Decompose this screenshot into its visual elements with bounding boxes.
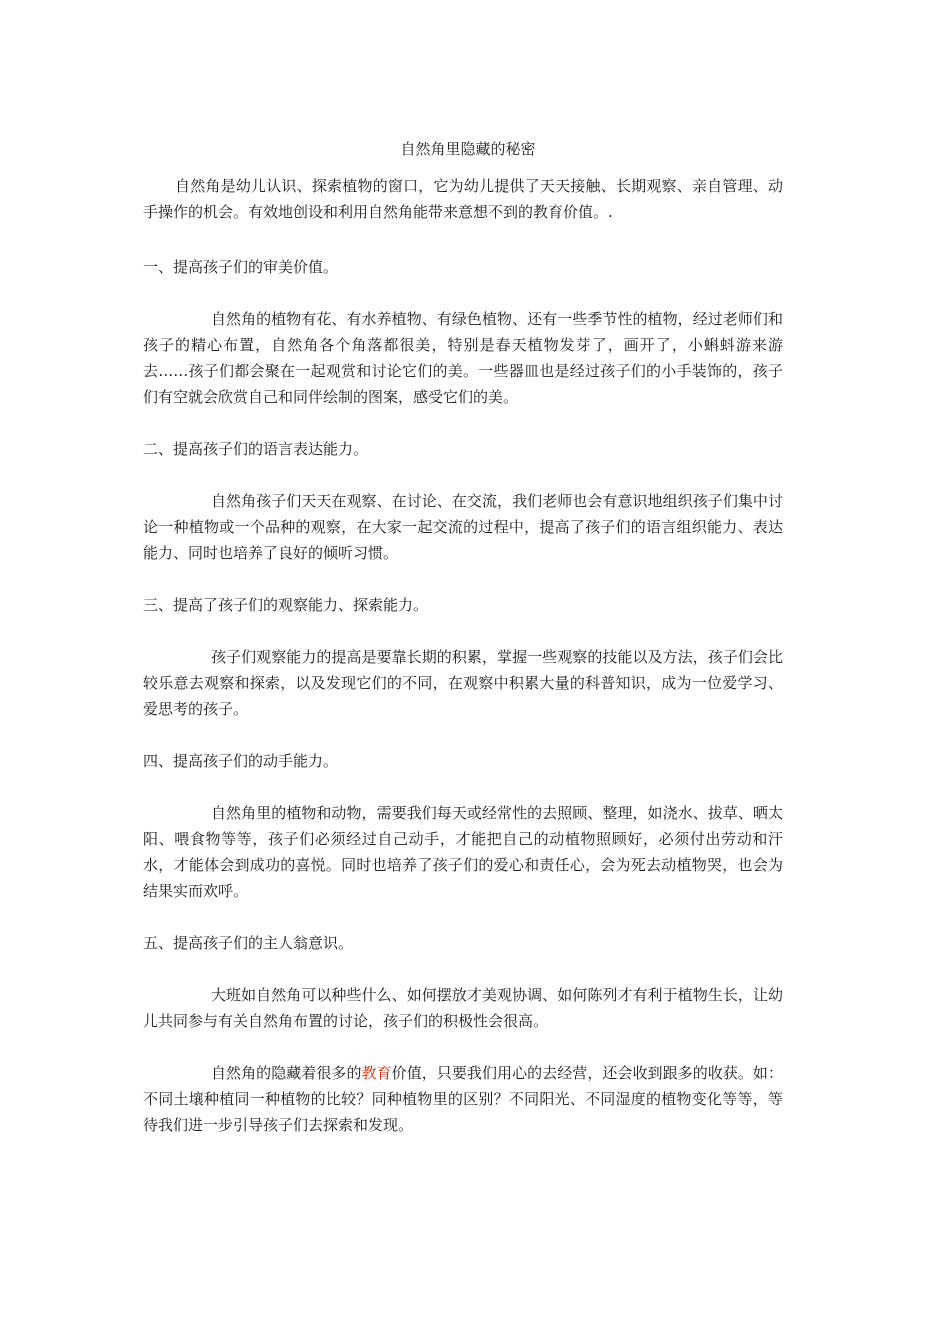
closing-text-before: 自然角的隐藏着很多的 <box>211 1064 362 1082</box>
closing-text-after: 价值，只要我们用心的去经营，还会收到跟多的收获。如：不同土壤种植同一种植物的比较？同种植物里的区别？不同阳光、不同湿度的植物变化等等，等待我们进一步引导孩子们去探索和发现。 <box>143 1064 783 1134</box>
section-4-heading: 四、提高孩子们的动手能力。 <box>143 752 339 770</box>
section-5-body: 大班如自然角可以种些什么、如何摆放才美观协调、如何陈列才有利于植物生长，让幼儿共同参与有关自然角布置的讨论，孩子们的积极性会很高。 <box>143 986 783 1030</box>
section-2-body: 自然角孩子们天天在观察、在讨论、在交流，我们老师也会有意识地组织孩子们集中讨论一种植物或一个品种的观察，在大家一起交流的过程中，提高了孩子们的语言组织能力、表达能力、同时也培养了良好的倾听习惯。 <box>143 492 783 562</box>
section-5-heading: 五、提高孩子们的主人翁意识。 <box>143 934 354 952</box>
highlighted-keyword: 教育 <box>361 1064 392 1082</box>
document-content <box>143 137 783 1164</box>
section-4-body: 自然角里的植物和动物，需要我们每天或经常性的去照顾、整理，如浇水、拔草、晒太阳、喂食物等等，孩子们必须经过自己动手，才能把自己的动植物照顾好，必须付出劳动和汗水，才能体会到成功的喜悦。同时也培养了孩子们的爱心和责任心，会为死去动植物哭，也会为结果实而欢呼。 <box>143 804 783 900</box>
closing-paragraph <box>143 1060 783 1138</box>
document-title: 自然角里隐藏的秘密 <box>400 140 536 158</box>
section-3-heading: 三、提高了孩子们的观察能力、探索能力。 <box>143 596 429 614</box>
section-2-heading: 二、提高孩子们的语言表达能力。 <box>143 440 369 458</box>
section-1-body: 自然角的植物有花、有水养植物、有绿色植物、还有一些季节性的植物，经过老师们和孩子的精心布置，自然角各个角落都很美，特别是春天植物发芽了，画开了，小蝌蚪游来游去……孩子们都会聚在一起观赏和讨论它们的美。一些器皿也是经过孩子们的小手装饰的，孩子们有空就会欣赏自己和同伴绘制的图案，感受它们的美。 <box>143 310 783 406</box>
section-3-body: 孩子们观察能力的提高是要靠长期的积累，掌握一些观察的技能以及方法，孩子们会比较乐意去观察和探索，以及发现它们的不同，在观察中积累大量的科普知识，成为一位爱学习、爱思考的孩子。 <box>143 648 783 718</box>
intro-paragraph: 自然角是幼儿认识、探索植物的窗口，它为幼儿提供了天天接触、长期观察、亲自管理、动手操作的机会。有效地创设和利用自然角能带来意想不到的教育价值。. <box>143 177 783 221</box>
section-1-heading: 一、提高孩子们的审美价值。 <box>143 258 339 276</box>
